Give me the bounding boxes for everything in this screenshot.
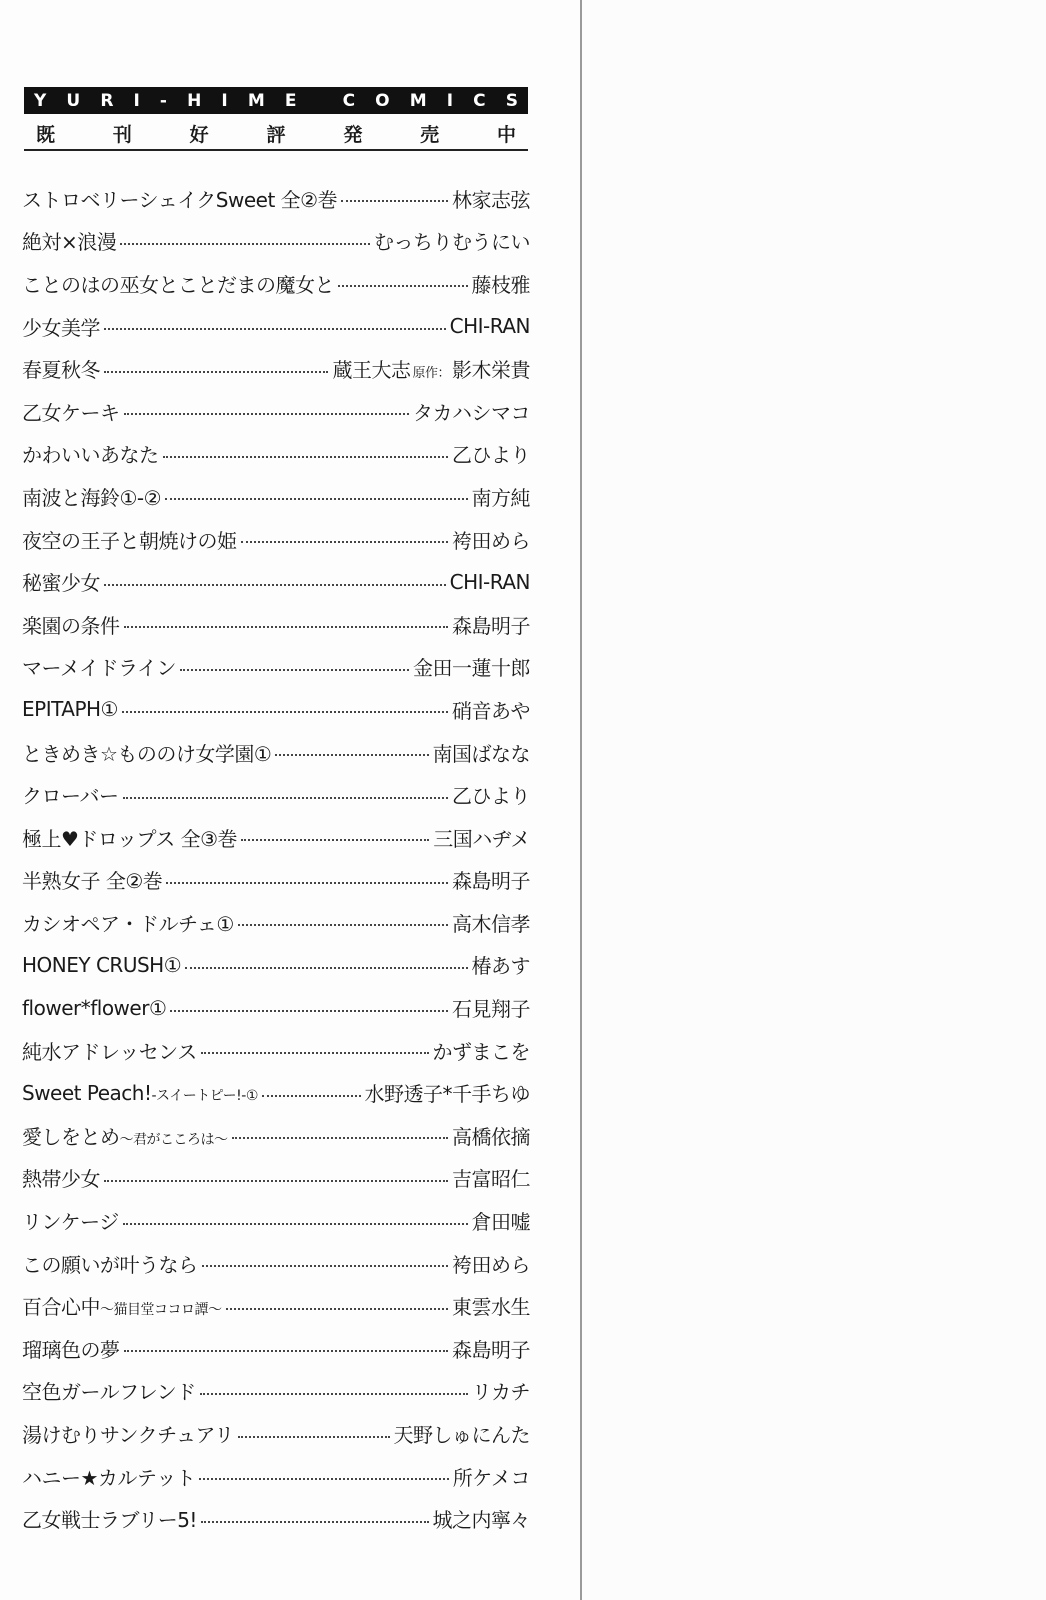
entry-title: 夜空の王子と朝焼けの姫 xyxy=(22,528,237,553)
entry-author xyxy=(472,1206,531,1235)
list-item xyxy=(22,262,530,305)
entry-title: 瑠璃色の夢 xyxy=(22,1337,120,1362)
banner-letter: M xyxy=(409,90,427,111)
entry-title: ストロベリーシェイクSweet 全②巻 xyxy=(22,187,338,212)
banner-letter: E xyxy=(284,90,297,111)
subtitle-char: 好 xyxy=(189,123,209,146)
author-name: 三国ハヂメ xyxy=(433,826,530,851)
entry-title-sub: -スイートピー!-① xyxy=(151,1087,258,1104)
list-item xyxy=(22,177,530,220)
banner-letter: U xyxy=(66,90,81,111)
author-name: 東雲水生 xyxy=(452,1295,530,1320)
author-name: 蔵王大志 xyxy=(332,358,411,383)
title-list xyxy=(22,177,530,1540)
banner-letter: I xyxy=(221,90,228,111)
list-item xyxy=(22,347,530,390)
list-item xyxy=(22,1284,530,1327)
entry-author xyxy=(374,226,530,255)
entry-title: Sweet Peach!-スイートピー!-① xyxy=(22,1080,258,1105)
dot-leader xyxy=(241,839,429,841)
list-item xyxy=(22,1455,530,1498)
subtitle-char: 既 xyxy=(36,123,56,146)
entry-author xyxy=(452,1249,530,1278)
entry-title: 空色ガールフレンド xyxy=(22,1380,196,1405)
dot-leader xyxy=(165,498,467,500)
list-item xyxy=(22,433,530,476)
dot-leader xyxy=(163,456,449,458)
entry-title: 極上♥ドロップス 全③巻 xyxy=(22,826,238,851)
author-name: 天野しゅにんた xyxy=(393,1423,530,1448)
banner-letter: - xyxy=(159,90,167,111)
list-item xyxy=(22,646,530,689)
blank-page xyxy=(582,0,1046,1600)
subtitle-char: 売 xyxy=(420,123,440,146)
entry-title: 乙女戦士ラブリー5! xyxy=(22,1508,197,1533)
entry-title: 純水アドレッセンス xyxy=(22,1039,197,1064)
list-item xyxy=(22,944,530,987)
list-item xyxy=(22,1412,530,1455)
subtitle-char: 刊 xyxy=(112,123,132,146)
author-name: 乙ひより xyxy=(452,784,530,809)
list-item xyxy=(22,603,530,646)
dot-leader xyxy=(185,967,467,969)
list-item xyxy=(22,731,530,774)
list-item xyxy=(22,1327,530,1370)
list-item xyxy=(22,305,530,348)
dot-leader xyxy=(262,1095,361,1097)
entry-title: 楽園の条件 xyxy=(22,613,120,638)
entry-author xyxy=(433,1036,531,1065)
entry-author xyxy=(452,1121,530,1150)
entry-title: 湯けむりサンクチュアリ xyxy=(22,1423,234,1448)
author-name: CHI-RAN xyxy=(449,569,530,594)
list-item xyxy=(22,475,530,518)
list-item xyxy=(22,1370,530,1413)
dot-leader xyxy=(180,669,409,671)
entry-author xyxy=(433,1504,531,1533)
entry-author xyxy=(433,823,530,852)
entry-title: カシオペア・ドルチェ① xyxy=(22,911,234,936)
entry-author xyxy=(452,439,530,468)
dot-leader xyxy=(232,1137,449,1139)
entry-author xyxy=(433,738,531,767)
entry-title-sub: ～猫目堂ココロ譚～ xyxy=(100,1302,222,1319)
list-item xyxy=(22,1029,530,1072)
entry-title: この願いが叶うなら xyxy=(22,1252,198,1277)
entry-author xyxy=(452,1334,530,1363)
banner-letter: I xyxy=(446,90,454,111)
dot-leader xyxy=(201,1052,429,1054)
subtitle-char: 中 xyxy=(496,123,516,146)
dot-leader xyxy=(199,1478,448,1480)
banner-letter: S xyxy=(505,90,518,111)
list-item xyxy=(22,1071,530,1114)
dot-leader xyxy=(104,584,446,586)
author-name: 林家志弦 xyxy=(452,187,530,212)
author-name: 袴田めら xyxy=(452,528,530,553)
entry-author xyxy=(472,482,531,511)
entry-title: 百合心中～猫目堂ココロ譚～ xyxy=(22,1295,222,1320)
entry-author xyxy=(452,695,530,724)
author-name: むっちりむうにい xyxy=(374,230,530,255)
dot-leader xyxy=(124,1350,449,1352)
entry-title: ときめき☆もののけ女学園① xyxy=(22,741,272,766)
dot-leader xyxy=(104,328,446,330)
dot-leader xyxy=(238,1436,390,1438)
dot-leader xyxy=(104,1180,448,1182)
author-name: 石見翔子 xyxy=(452,997,530,1022)
author-name: 椿あす xyxy=(471,954,530,979)
dot-leader xyxy=(124,413,410,415)
author-name: 森島明子 xyxy=(452,613,530,638)
entry-author xyxy=(452,610,530,639)
list-item xyxy=(22,986,530,1029)
entry-author xyxy=(332,354,530,383)
subtitle xyxy=(24,121,528,151)
dot-leader xyxy=(238,924,448,926)
author-name: 水野透子*千手ちゆ xyxy=(364,1082,530,1107)
entry-title: flower*flower① xyxy=(22,995,167,1020)
entry-author xyxy=(472,269,531,298)
banner-letter: O xyxy=(375,90,390,111)
entry-title: リンケージ xyxy=(22,1210,119,1235)
entry-author xyxy=(472,950,531,979)
entry-title: 秘蜜少女 xyxy=(22,571,100,596)
dot-leader xyxy=(120,243,370,245)
entry-title: HONEY CRUSH① xyxy=(22,952,182,977)
dot-leader xyxy=(122,711,448,713)
credit-label: 原作： xyxy=(412,366,450,382)
list-item xyxy=(22,859,530,902)
dot-leader xyxy=(201,1521,429,1523)
entry-author xyxy=(452,1291,530,1320)
dot-leader xyxy=(124,626,449,628)
list-item xyxy=(22,560,530,603)
author-name: 吉富昭仁 xyxy=(452,1167,530,1192)
entry-author xyxy=(452,908,530,937)
list-item xyxy=(22,901,530,944)
dot-leader xyxy=(275,754,428,756)
entry-title-sub: ～君がこころは～ xyxy=(119,1131,228,1148)
entry-author xyxy=(453,1462,530,1491)
list-item xyxy=(22,1497,530,1540)
author-name: 倉田嘘 xyxy=(471,1210,530,1235)
entry-title: マーメイドライン xyxy=(22,656,176,681)
list-item xyxy=(22,390,530,433)
author-name: CHI-RAN xyxy=(449,314,530,339)
banner-letter xyxy=(317,91,323,111)
banner-letter: C xyxy=(473,90,486,111)
author-name: 森島明子 xyxy=(452,1337,530,1362)
list-item xyxy=(22,773,530,816)
credit-name: 影木栄貴 xyxy=(452,358,530,383)
banner-letter: H xyxy=(187,90,202,111)
dot-leader xyxy=(123,1223,468,1225)
banner-letter: Y xyxy=(34,90,47,111)
list-item xyxy=(22,816,530,859)
dot-leader xyxy=(166,882,448,884)
subtitle-char: 発 xyxy=(343,123,363,146)
entry-title: ことのはの巫女とことだまの魔女と xyxy=(22,272,334,297)
author-name: リカチ xyxy=(471,1380,530,1405)
entry-author xyxy=(450,314,530,338)
author-name: タカハシマコ xyxy=(413,400,530,425)
entry-title: 絶対×浪漫 xyxy=(22,230,117,255)
entry-author xyxy=(450,570,530,594)
entry-author xyxy=(365,1078,531,1107)
author-name: 高橋依摘 xyxy=(452,1124,530,1149)
entry-title: 少女美学 xyxy=(22,315,100,340)
entry-author xyxy=(452,865,530,894)
dot-leader xyxy=(123,797,449,799)
dot-leader xyxy=(202,1265,449,1267)
series-banner xyxy=(24,87,528,114)
entry-title: 南波と海鈴①-② xyxy=(22,485,162,510)
dot-leader xyxy=(104,371,328,373)
list-item xyxy=(22,1199,530,1242)
list-item xyxy=(22,1114,530,1157)
list-item xyxy=(22,688,530,731)
entry-author xyxy=(452,1163,530,1192)
entry-author xyxy=(452,525,530,554)
author-name: 藤枝雅 xyxy=(471,272,530,297)
author-name: 高木信孝 xyxy=(452,911,530,936)
author-name: 袴田めら xyxy=(452,1252,530,1277)
banner-letter: M xyxy=(247,90,265,111)
entry-author xyxy=(394,1419,531,1448)
entry-title: 春夏秋冬 xyxy=(22,358,100,383)
banner-letter: R xyxy=(100,90,114,111)
entry-title: 乙女ケーキ xyxy=(22,400,120,425)
entry-title: 半熟女子 全②巻 xyxy=(22,869,163,894)
author-name: 南国ばなな xyxy=(432,741,530,766)
entry-author xyxy=(452,780,530,809)
list-item xyxy=(22,1242,530,1285)
entry-author xyxy=(413,652,530,681)
author-name: 乙ひより xyxy=(452,443,530,468)
list-item xyxy=(22,1157,530,1200)
entry-title: EPITAPH① xyxy=(22,697,118,722)
author-name: 金田一蓮十郎 xyxy=(413,656,530,681)
subtitle-char: 評 xyxy=(266,123,286,146)
dot-leader xyxy=(341,200,448,202)
entry-title: 熱帯少女 xyxy=(22,1167,100,1192)
entry-author xyxy=(452,184,530,213)
author-name: 所ケメコ xyxy=(452,1465,530,1490)
author-name: 城之内寧々 xyxy=(432,1508,530,1533)
author-name: 硝音あや xyxy=(452,698,530,723)
entry-title: かわいいあなた xyxy=(22,443,159,468)
list-item xyxy=(22,220,530,263)
entry-title: クローバー xyxy=(22,784,119,809)
dot-leader xyxy=(338,285,468,287)
author-name: 南方純 xyxy=(471,485,530,510)
author-name: 森島明子 xyxy=(452,869,530,894)
dot-leader xyxy=(170,1010,448,1012)
list-item xyxy=(22,518,530,561)
entry-author xyxy=(413,397,530,426)
dot-leader xyxy=(226,1308,449,1310)
banner-letter: I xyxy=(133,90,140,111)
banner-letter: C xyxy=(342,90,356,111)
author-name: かずまこを xyxy=(432,1039,530,1064)
entry-author xyxy=(452,993,530,1022)
entry-title: 愛しをとめ～君がこころは～ xyxy=(22,1124,228,1149)
dot-leader xyxy=(200,1393,468,1395)
dot-leader xyxy=(241,541,449,543)
entry-author xyxy=(472,1376,530,1405)
entry-title: ハニー★カルテット xyxy=(22,1465,196,1490)
